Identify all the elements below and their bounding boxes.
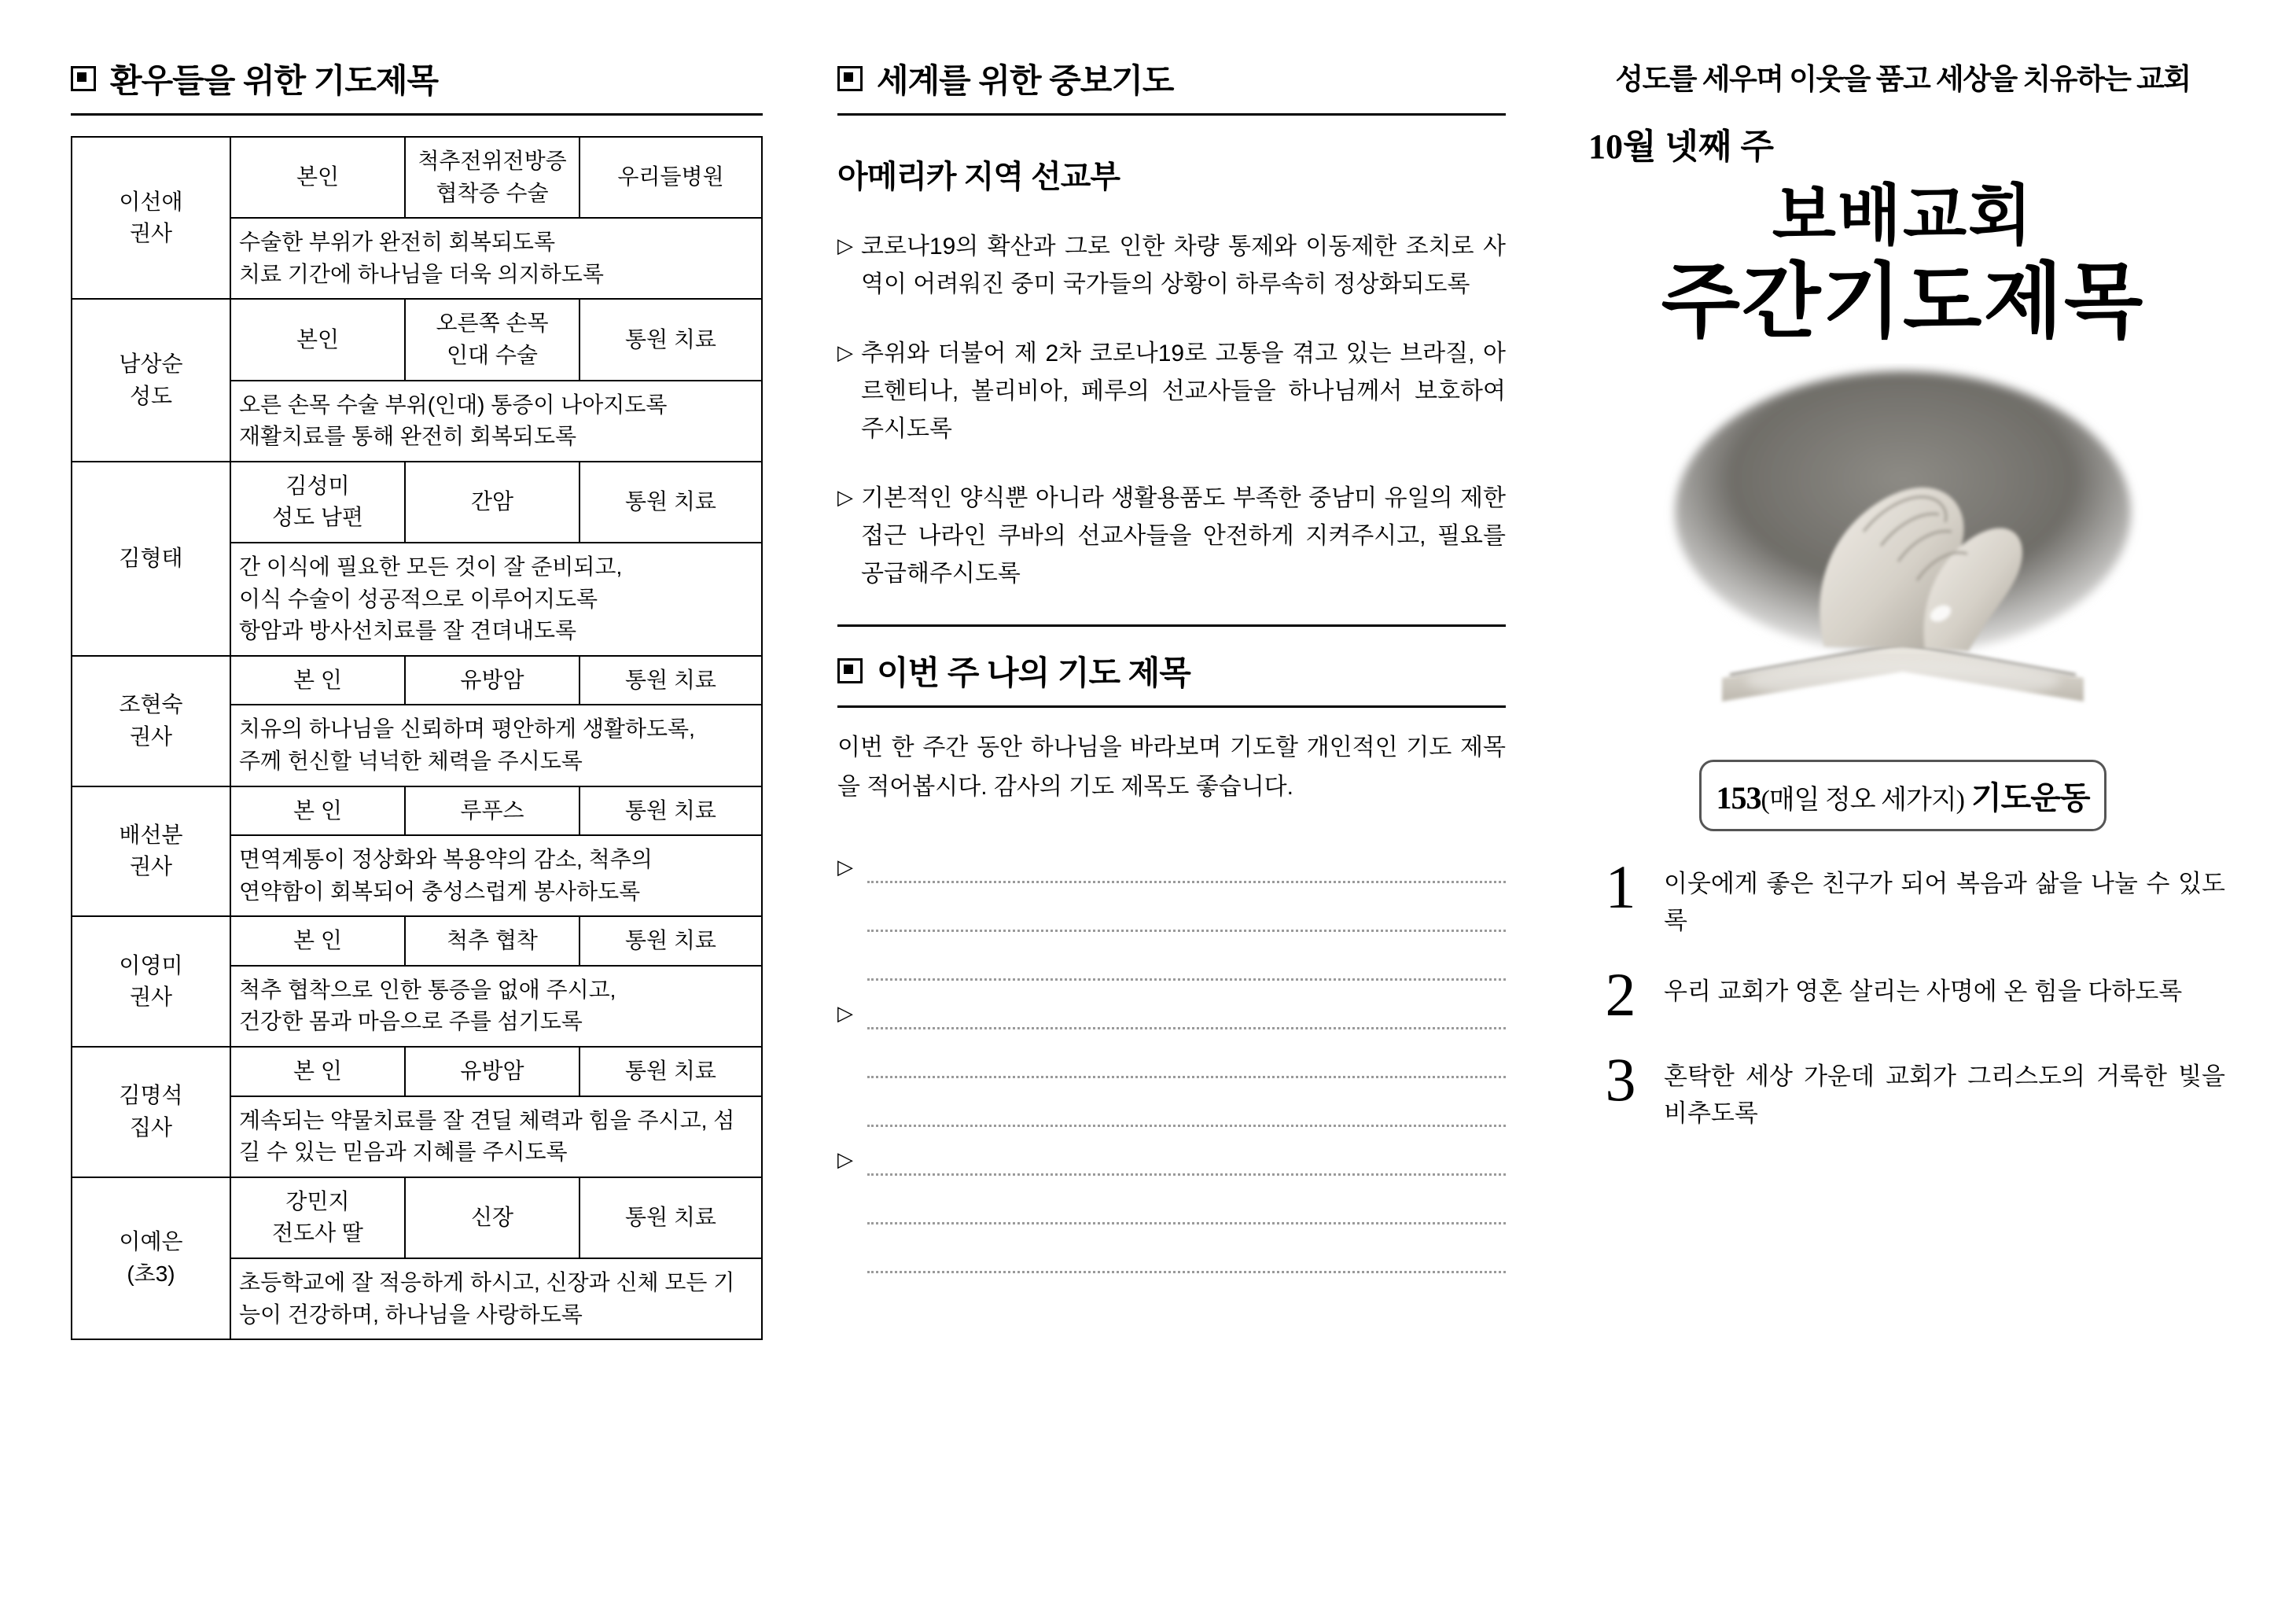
write-in-line[interactable] xyxy=(837,1078,1506,1127)
badge-tail: 기도운동 xyxy=(1971,780,2090,816)
dotted-rule xyxy=(867,880,1506,883)
write-in-line[interactable] xyxy=(837,1224,1506,1273)
153-prayer-movement-badge xyxy=(1699,760,2106,831)
treatment-place: 통원 치료 xyxy=(580,462,762,543)
table-row xyxy=(72,916,762,966)
write-in-line[interactable] xyxy=(837,834,1506,883)
world-prayer-item-text: 추위와 더불어 제 2차 코로나19로 고통을 겪고 있는 브라질, 아르헨티나, 볼리비아, 페루의 선교사들을 하나님께서 보호하여 주시도록 xyxy=(861,341,1506,442)
patient-name: 남상순 성도 xyxy=(72,299,230,461)
prayer-point-text: 이웃에게 좋은 친구가 되어 복음과 삶을 나눌 수 있도록 xyxy=(1664,870,2225,934)
write-in-line[interactable] xyxy=(837,981,1506,1029)
triangle-bullet-icon: ▷ xyxy=(837,1001,853,1025)
prayer-detail: 간 이식에 필요한 모든 것이 잘 준비되고, 이식 수술이 성공적으로 이루어지도록 항암과 방사선치료를 잘 견뎌내도록 xyxy=(230,543,762,656)
table-row xyxy=(72,137,762,218)
badge-number: 153 xyxy=(1716,780,1761,816)
line-spacer xyxy=(837,1072,858,1078)
world-prayer-item xyxy=(837,228,1506,304)
prayer-point-number: 1 xyxy=(1605,853,1636,922)
patient-name: 이영미 권사 xyxy=(72,916,230,1047)
patient-relation: 김성미 성도 남편 xyxy=(230,462,405,543)
patient-name: 조현숙 권사 xyxy=(72,656,230,786)
bullet-square-icon xyxy=(837,66,863,91)
prayer-point-text: 우리 교회가 영혼 살리는 사명에 온 힘을 다하도록 xyxy=(1664,978,2183,1006)
badge-subtext: (매일 정오 세가지) xyxy=(1761,786,1964,816)
patient-prayers-heading-text: 환우들을 위한 기도제목 xyxy=(110,62,439,99)
treatment-place: 통원 치료 xyxy=(580,1047,762,1096)
prayer-points-list xyxy=(1580,853,2225,1132)
patient-condition: 오른쪽 손목 인대 수술 xyxy=(405,299,580,380)
patient-name: 배선분 권사 xyxy=(72,786,230,917)
my-prayer-heading-text: 이번 주 나의 기도 제목 xyxy=(877,654,1190,691)
prayer-detail: 치유의 하나님을 신뢰하며 평안하게 생활하도록, 주께 헌신할 넉넉한 체력을 주시도록 xyxy=(230,705,762,786)
dotted-rule xyxy=(867,1221,1506,1224)
patient-relation: 본 인 xyxy=(230,786,405,836)
patient-relation: 강민지 전도사 딸 xyxy=(230,1177,405,1258)
patient-name: 김형태 xyxy=(72,462,230,656)
prayer-detail: 수술한 부위가 완전히 회복되도록 치료 기간에 하나님을 더욱 의지하도록 xyxy=(230,218,762,299)
patient-name: 이선애 권사 xyxy=(72,137,230,299)
world-prayer-item xyxy=(837,335,1506,448)
table-row xyxy=(72,1047,762,1096)
table-row xyxy=(72,786,762,836)
column-patient-prayers xyxy=(39,31,794,1600)
praying-hands-photo xyxy=(1628,363,2178,733)
bullet-square-icon xyxy=(837,658,863,683)
prayer-detail: 계속되는 약물치료를 잘 견딜 체력과 힘을 주시고, 섬길 수 있는 믿음과 지혜를 주시도록 xyxy=(230,1096,762,1177)
patient-condition: 척추 협착 xyxy=(405,916,580,966)
column-world-prayers xyxy=(794,31,1549,1600)
patient-name: 이예은 (초3) xyxy=(72,1177,230,1339)
prayer-point-item xyxy=(1595,1045,2225,1132)
world-prayer-item-text: 코로나19의 확산과 그로 인한 차량 통제와 이동제한 조치로 사역이 어려워진 중미 국가들의 상황이 하루속히 정상화되도록 xyxy=(861,234,1506,297)
triangle-bullet-icon: ▷ xyxy=(837,485,853,509)
dotted-rule xyxy=(867,1026,1506,1029)
column-cover xyxy=(1549,31,2257,1600)
mission-region-subtitle: 아메리카 지역 선교부 xyxy=(837,160,1120,194)
my-prayer-heading xyxy=(837,647,1506,705)
write-in-line[interactable] xyxy=(837,1127,1506,1176)
treatment-place: 통원 치료 xyxy=(580,786,762,836)
write-in-line[interactable] xyxy=(837,1029,1506,1078)
prayer-point-item xyxy=(1595,853,2225,939)
table-row xyxy=(72,1177,762,1258)
table-row xyxy=(72,656,762,705)
line-spacer xyxy=(837,1218,858,1224)
dotted-rule xyxy=(867,929,1506,932)
table-row xyxy=(72,299,762,380)
patient-prayer-table xyxy=(71,136,763,1340)
write-in-line[interactable] xyxy=(837,883,1506,932)
church-slogan: 성도를 세우며 이웃을 품고 세상을 치유하는 교회 xyxy=(1615,64,2191,96)
prayer-detail: 오른 손목 수술 부위(인대) 통증이 나아지도록 재활치료를 통해 완전히 회복되도록 xyxy=(230,381,762,462)
world-prayers-heading xyxy=(837,55,1506,113)
patient-relation: 본 인 xyxy=(230,656,405,705)
table-row xyxy=(72,462,762,543)
dotted-rule xyxy=(867,978,1506,981)
treatment-place: 우리들병원 xyxy=(580,137,762,218)
patient-prayers-heading xyxy=(71,55,763,113)
dotted-rule xyxy=(867,1270,1506,1273)
dotted-rule xyxy=(867,1124,1506,1127)
patient-condition: 간암 xyxy=(405,462,580,543)
triangle-bullet-icon: ▷ xyxy=(837,855,853,878)
prayer-point-number: 3 xyxy=(1605,1045,1636,1114)
line-spacer xyxy=(837,1121,858,1127)
dotted-rule xyxy=(867,1173,1506,1176)
my-prayer-intro: 이번 한 주간 동안 하나님을 바라보며 기도할 개인적인 기도 제목을 적어봅시다. 감사의 기도 제목도 좋습니다. xyxy=(837,735,1506,800)
line-spacer xyxy=(837,1267,858,1273)
heading-divider xyxy=(71,113,763,116)
heading-divider xyxy=(837,705,1506,708)
patient-relation: 본인 xyxy=(230,299,405,380)
prayer-detail: 초등학교에 잘 적응하게 하시고, 신장과 신체 모든 기능이 건강하며, 하나님을 사랑하도록 xyxy=(230,1258,762,1339)
patient-relation: 본인 xyxy=(230,137,405,218)
write-in-line[interactable] xyxy=(837,1176,1506,1224)
patient-condition: 유방암 xyxy=(405,1047,580,1096)
triangle-bullet-icon: ▷ xyxy=(837,1147,853,1171)
heading-divider xyxy=(837,113,1506,116)
patient-relation: 본 인 xyxy=(230,1047,405,1096)
world-prayer-items xyxy=(837,228,1506,593)
week-label: 10월 넷째 주 xyxy=(1588,127,1775,166)
world-prayer-item-text: 기본적인 양식뿐 아니라 생활용품도 부족한 중남미 유일의 제한 접근 나라인 쿠바의 선교사들을 안전하게 지켜주시고, 필요를 공급해주시도록 xyxy=(861,485,1506,587)
patient-name: 김명석 집사 xyxy=(72,1047,230,1177)
triangle-bullet-icon: ▷ xyxy=(837,341,853,364)
prayer-detail: 척추 협착으로 인한 통증을 없애 주시고, 건강한 몸과 마음으로 주를 섬기도록 xyxy=(230,966,762,1047)
dotted-rule xyxy=(867,1075,1506,1078)
patient-condition: 유방암 xyxy=(405,656,580,705)
patient-condition: 척추전위전방증 협착증 수술 xyxy=(405,137,580,218)
triangle-bullet-icon: ▷ xyxy=(837,234,853,257)
write-in-lines[interactable] xyxy=(837,834,1506,1273)
world-prayer-item xyxy=(837,480,1506,593)
patient-relation: 본 인 xyxy=(230,916,405,966)
line-spacer xyxy=(837,974,858,981)
world-prayers-heading-text: 세계를 위한 중보기도 xyxy=(877,62,1174,99)
patient-condition: 루푸스 xyxy=(405,786,580,836)
treatment-place: 통원 치료 xyxy=(580,656,762,705)
treatment-place: 통원 치료 xyxy=(580,1177,762,1258)
bulletin-title: 주간기도제목 xyxy=(1661,256,2145,348)
treatment-place: 통원 치료 xyxy=(580,916,762,966)
section-divider xyxy=(837,624,1506,627)
church-name: 보배교회 xyxy=(1772,180,2034,253)
line-spacer xyxy=(837,926,858,932)
prayer-point-number: 2 xyxy=(1605,960,1636,1029)
prayer-detail: 면역계통이 정상화와 복용약의 감소, 척추의 연약함이 회복되어 충성스럽게 봉사하도록 xyxy=(230,835,762,916)
write-in-line[interactable] xyxy=(837,932,1506,981)
treatment-place: 통원 치료 xyxy=(580,299,762,380)
prayer-point-text: 혼탁한 세상 가운데 교회가 그리스도의 거룩한 빛을 비추도록 xyxy=(1664,1062,2225,1127)
bullet-square-icon xyxy=(71,66,96,91)
patient-condition: 신장 xyxy=(405,1177,580,1258)
prayer-point-item xyxy=(1595,960,2225,1029)
